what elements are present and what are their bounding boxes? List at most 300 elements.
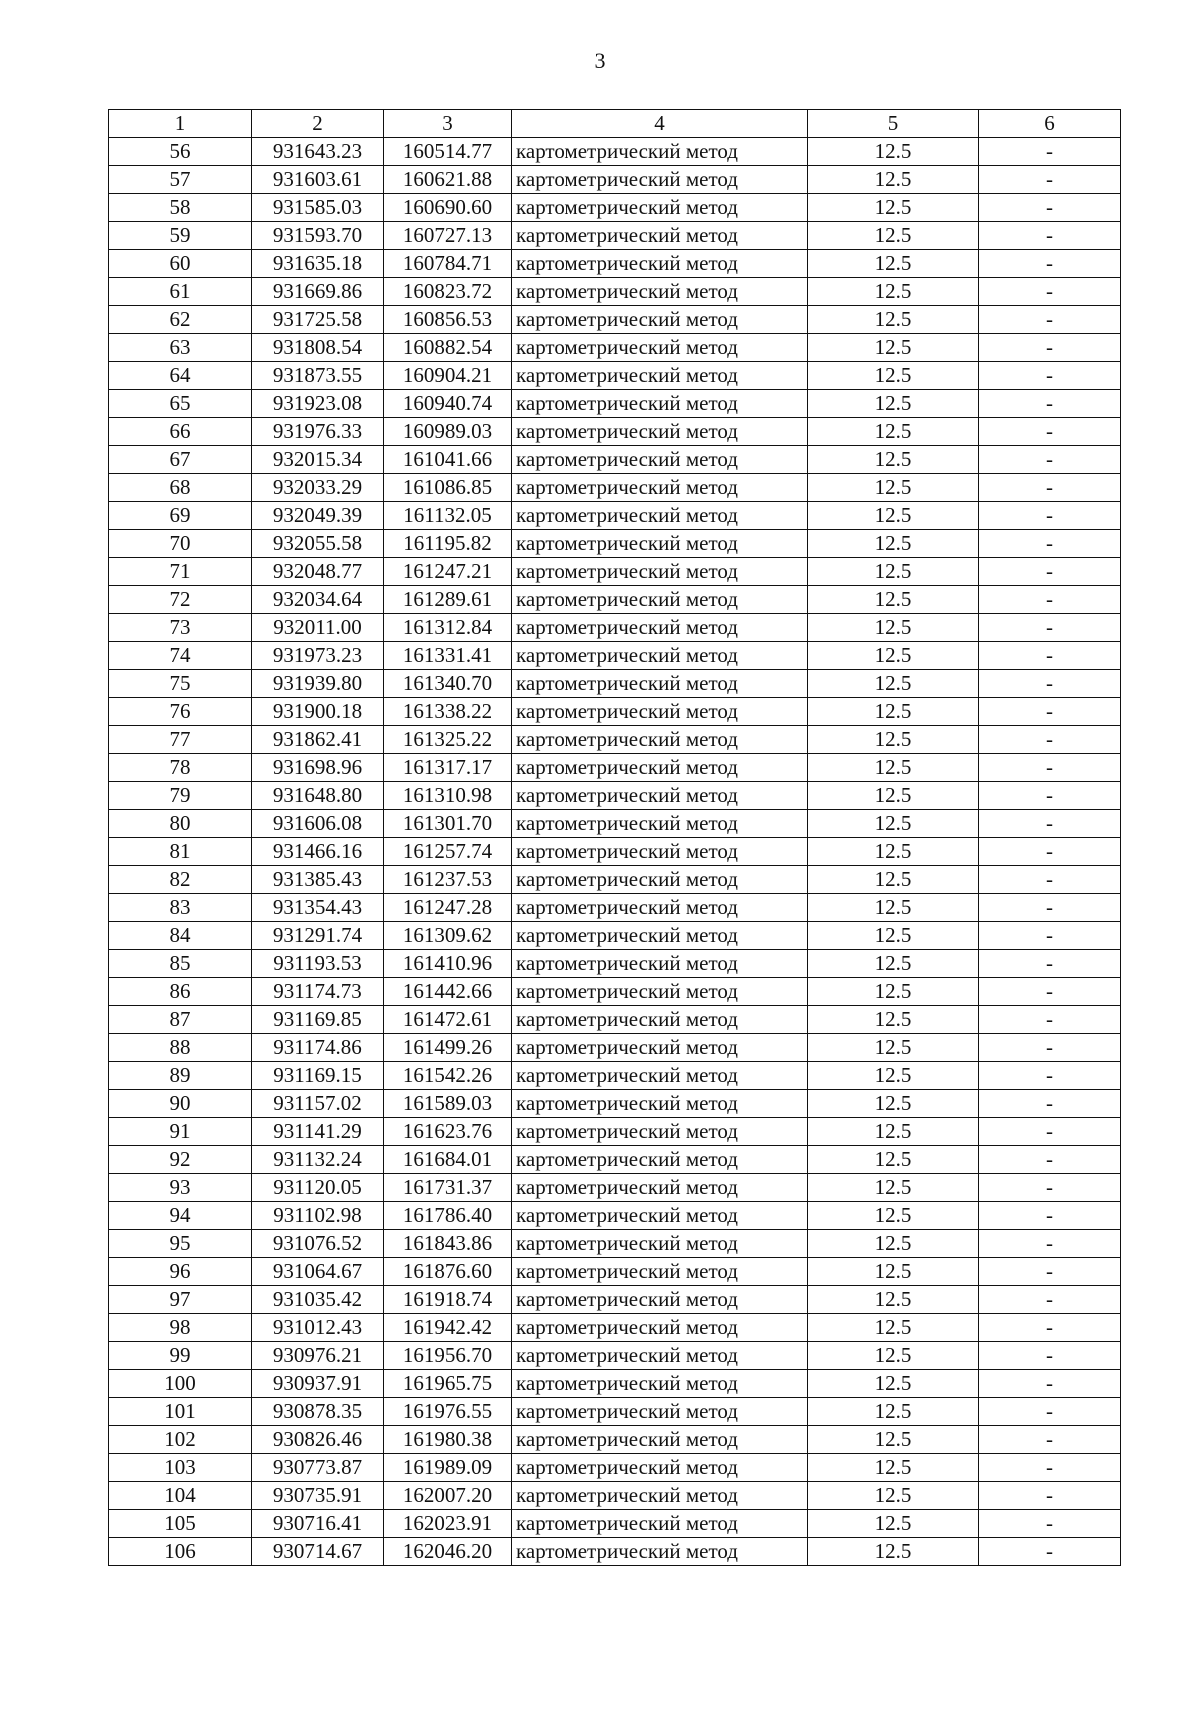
method-cell: картометрический метод [512,614,808,642]
x-coordinate-cell: 930716.41 [252,1510,384,1538]
method-cell: картометрический метод [512,1482,808,1510]
accuracy-cell: 12.5 [808,1538,979,1566]
x-coordinate-cell: 931174.86 [252,1034,384,1062]
x-coordinate-cell: 931385.43 [252,866,384,894]
table-row [109,334,1121,362]
accuracy-cell: 12.5 [808,530,979,558]
point-number-cell: 78 [109,754,252,782]
method-cell: картометрический метод [512,670,808,698]
y-coordinate-cell: 160904.21 [384,362,512,390]
note-cell: - [979,418,1121,446]
note-cell: - [979,1370,1121,1398]
table-row [109,978,1121,1006]
method-cell: картометрический метод [512,194,808,222]
table-row [109,894,1121,922]
table-row [109,642,1121,670]
y-coordinate-cell: 161041.66 [384,446,512,474]
point-number-cell: 95 [109,1230,252,1258]
accuracy-cell: 12.5 [808,1174,979,1202]
table-row [109,1090,1121,1118]
table-row [109,222,1121,250]
point-number-cell: 94 [109,1202,252,1230]
point-number-cell: 102 [109,1426,252,1454]
y-coordinate-cell: 161310.98 [384,782,512,810]
table-row [109,418,1121,446]
note-cell: - [979,1174,1121,1202]
method-cell: картометрический метод [512,390,808,418]
column-header: 2 [252,110,384,138]
y-coordinate-cell: 160514.77 [384,138,512,166]
accuracy-cell: 12.5 [808,250,979,278]
method-cell: картометрический метод [512,1174,808,1202]
accuracy-cell: 12.5 [808,390,979,418]
x-coordinate-cell: 932048.77 [252,558,384,586]
accuracy-cell: 12.5 [808,362,979,390]
accuracy-cell: 12.5 [808,1034,979,1062]
y-coordinate-cell: 161338.22 [384,698,512,726]
x-coordinate-cell: 931354.43 [252,894,384,922]
x-coordinate-cell: 930773.87 [252,1454,384,1482]
point-number-cell: 59 [109,222,252,250]
note-cell: - [979,894,1121,922]
note-cell: - [979,1538,1121,1566]
method-cell: картометрический метод [512,1034,808,1062]
method-cell: картометрический метод [512,1426,808,1454]
y-coordinate-cell: 161965.75 [384,1370,512,1398]
note-cell: - [979,1230,1121,1258]
table-row [109,1146,1121,1174]
table-row [109,530,1121,558]
y-coordinate-cell: 161301.70 [384,810,512,838]
x-coordinate-cell: 930937.91 [252,1370,384,1398]
table-row [109,698,1121,726]
table-row [109,810,1121,838]
y-coordinate-cell: 160784.71 [384,250,512,278]
note-cell: - [979,1314,1121,1342]
y-coordinate-cell: 162023.91 [384,1510,512,1538]
accuracy-cell: 12.5 [808,502,979,530]
accuracy-cell: 12.5 [808,474,979,502]
accuracy-cell: 12.5 [808,1482,979,1510]
point-number-cell: 56 [109,138,252,166]
table-row [109,194,1121,222]
point-number-cell: 90 [109,1090,252,1118]
x-coordinate-cell: 931076.52 [252,1230,384,1258]
method-cell: картометрический метод [512,474,808,502]
x-coordinate-cell: 932011.00 [252,614,384,642]
note-cell: - [979,278,1121,306]
y-coordinate-cell: 161247.28 [384,894,512,922]
table-row [109,1118,1121,1146]
x-coordinate-cell: 931585.03 [252,194,384,222]
method-cell: картометрический метод [512,1006,808,1034]
point-number-cell: 101 [109,1398,252,1426]
method-cell: картометрический метод [512,1454,808,1482]
note-cell: - [979,362,1121,390]
table-row [109,558,1121,586]
method-cell: картометрический метод [512,502,808,530]
method-cell: картометрический метод [512,838,808,866]
point-number-cell: 88 [109,1034,252,1062]
table-header [109,110,1121,138]
method-cell: картометрический метод [512,1370,808,1398]
accuracy-cell: 12.5 [808,782,979,810]
note-cell: - [979,698,1121,726]
y-coordinate-cell: 161499.26 [384,1034,512,1062]
y-coordinate-cell: 161317.17 [384,754,512,782]
point-number-cell: 72 [109,586,252,614]
point-number-cell: 71 [109,558,252,586]
accuracy-cell: 12.5 [808,1286,979,1314]
y-coordinate-cell: 161340.70 [384,670,512,698]
accuracy-cell: 12.5 [808,670,979,698]
x-coordinate-cell: 930878.35 [252,1398,384,1426]
table-row [109,446,1121,474]
accuracy-cell: 12.5 [808,866,979,894]
note-cell: - [979,250,1121,278]
point-number-cell: 83 [109,894,252,922]
method-cell: картометрический метод [512,418,808,446]
table-body [109,138,1121,1566]
point-number-cell: 100 [109,1370,252,1398]
note-cell: - [979,614,1121,642]
method-cell: картометрический метод [512,222,808,250]
point-number-cell: 96 [109,1258,252,1286]
x-coordinate-cell: 931862.41 [252,726,384,754]
point-number-cell: 98 [109,1314,252,1342]
method-cell: картометрический метод [512,782,808,810]
accuracy-cell: 12.5 [808,894,979,922]
method-cell: картометрический метод [512,978,808,1006]
method-cell: картометрический метод [512,698,808,726]
note-cell: - [979,390,1121,418]
method-cell: картометрический метод [512,586,808,614]
point-number-cell: 91 [109,1118,252,1146]
y-coordinate-cell: 161976.55 [384,1398,512,1426]
table-row [109,138,1121,166]
point-number-cell: 81 [109,838,252,866]
note-cell: - [979,754,1121,782]
x-coordinate-cell: 930826.46 [252,1426,384,1454]
coordinates-table [108,109,1121,1566]
method-cell: картометрический метод [512,950,808,978]
point-number-cell: 84 [109,922,252,950]
method-cell: картометрический метод [512,166,808,194]
table-row [109,614,1121,642]
method-cell: картометрический метод [512,1538,808,1566]
y-coordinate-cell: 160940.74 [384,390,512,418]
point-number-cell: 63 [109,334,252,362]
x-coordinate-cell: 930976.21 [252,1342,384,1370]
point-number-cell: 87 [109,1006,252,1034]
accuracy-cell: 12.5 [808,1510,979,1538]
method-cell: картометрический метод [512,530,808,558]
note-cell: - [979,502,1121,530]
accuracy-cell: 12.5 [808,1146,979,1174]
accuracy-cell: 12.5 [808,1454,979,1482]
accuracy-cell: 12.5 [808,1230,979,1258]
point-number-cell: 75 [109,670,252,698]
accuracy-cell: 12.5 [808,698,979,726]
note-cell: - [979,1062,1121,1090]
accuracy-cell: 12.5 [808,1398,979,1426]
accuracy-cell: 12.5 [808,1090,979,1118]
x-coordinate-cell: 931174.73 [252,978,384,1006]
y-coordinate-cell: 161684.01 [384,1146,512,1174]
y-coordinate-cell: 161410.96 [384,950,512,978]
method-cell: картометрический метод [512,138,808,166]
method-cell: картометрический метод [512,558,808,586]
method-cell: картометрический метод [512,250,808,278]
method-cell: картометрический метод [512,334,808,362]
point-number-cell: 77 [109,726,252,754]
point-number-cell: 93 [109,1174,252,1202]
x-coordinate-cell: 931064.67 [252,1258,384,1286]
table-row [109,782,1121,810]
point-number-cell: 105 [109,1510,252,1538]
method-cell: картометрический метод [512,642,808,670]
page-number: 3 [594,48,606,73]
note-cell: - [979,1342,1121,1370]
method-cell: картометрический метод [512,726,808,754]
accuracy-cell: 12.5 [808,1370,979,1398]
y-coordinate-cell: 161247.21 [384,558,512,586]
table-row [109,866,1121,894]
note-cell: - [979,1426,1121,1454]
table-row [109,670,1121,698]
table-row [109,390,1121,418]
note-cell: - [979,922,1121,950]
method-cell: картометрический метод [512,446,808,474]
note-cell: - [979,670,1121,698]
point-number-cell: 80 [109,810,252,838]
note-cell: - [979,306,1121,334]
y-coordinate-cell: 161589.03 [384,1090,512,1118]
x-coordinate-cell: 931193.53 [252,950,384,978]
method-cell: картометрический метод [512,1202,808,1230]
point-number-cell: 74 [109,642,252,670]
accuracy-cell: 12.5 [808,1342,979,1370]
y-coordinate-cell: 161980.38 [384,1426,512,1454]
table-row [109,502,1121,530]
table-row [109,726,1121,754]
note-cell: - [979,1146,1121,1174]
accuracy-cell: 12.5 [808,334,979,362]
y-coordinate-cell: 161843.86 [384,1230,512,1258]
x-coordinate-cell: 931606.08 [252,810,384,838]
y-coordinate-cell: 160823.72 [384,278,512,306]
point-number-cell: 99 [109,1342,252,1370]
accuracy-cell: 12.5 [808,1006,979,1034]
note-cell: - [979,810,1121,838]
x-coordinate-cell: 931102.98 [252,1202,384,1230]
note-cell: - [979,1118,1121,1146]
x-coordinate-cell: 931923.08 [252,390,384,418]
x-coordinate-cell: 931603.61 [252,166,384,194]
y-coordinate-cell: 161918.74 [384,1286,512,1314]
x-coordinate-cell: 931132.24 [252,1146,384,1174]
x-coordinate-cell: 931120.05 [252,1174,384,1202]
y-coordinate-cell: 161195.82 [384,530,512,558]
method-cell: картометрический метод [512,1398,808,1426]
x-coordinate-cell: 932055.58 [252,530,384,558]
table-row [109,1482,1121,1510]
accuracy-cell: 12.5 [808,1202,979,1230]
point-number-cell: 57 [109,166,252,194]
x-coordinate-cell: 931035.42 [252,1286,384,1314]
x-coordinate-cell: 931976.33 [252,418,384,446]
x-coordinate-cell: 931698.96 [252,754,384,782]
y-coordinate-cell: 161472.61 [384,1006,512,1034]
x-coordinate-cell: 931593.70 [252,222,384,250]
method-cell: картометрический метод [512,922,808,950]
y-coordinate-cell: 161257.74 [384,838,512,866]
note-cell: - [979,586,1121,614]
method-cell: картометрический метод [512,1258,808,1286]
point-number-cell: 62 [109,306,252,334]
method-cell: картометрический метод [512,278,808,306]
note-cell: - [979,474,1121,502]
point-number-cell: 106 [109,1538,252,1566]
x-coordinate-cell: 931725.58 [252,306,384,334]
point-number-cell: 92 [109,1146,252,1174]
x-coordinate-cell: 931157.02 [252,1090,384,1118]
y-coordinate-cell: 160882.54 [384,334,512,362]
x-coordinate-cell: 931873.55 [252,362,384,390]
table-row [109,1006,1121,1034]
column-header: 3 [384,110,512,138]
header-row [109,110,1121,138]
y-coordinate-cell: 161086.85 [384,474,512,502]
x-coordinate-cell: 931648.80 [252,782,384,810]
point-number-cell: 103 [109,1454,252,1482]
y-coordinate-cell: 162007.20 [384,1482,512,1510]
x-coordinate-cell: 930714.67 [252,1538,384,1566]
x-coordinate-cell: 932033.29 [252,474,384,502]
column-header: 1 [109,110,252,138]
note-cell: - [979,642,1121,670]
table-row [109,362,1121,390]
point-number-cell: 79 [109,782,252,810]
note-cell: - [979,1482,1121,1510]
point-number-cell: 97 [109,1286,252,1314]
table-row [109,1258,1121,1286]
x-coordinate-cell: 931012.43 [252,1314,384,1342]
y-coordinate-cell: 161542.26 [384,1062,512,1090]
y-coordinate-cell: 161731.37 [384,1174,512,1202]
table-row [109,1538,1121,1566]
note-cell: - [979,950,1121,978]
accuracy-cell: 12.5 [808,726,979,754]
table-row [109,474,1121,502]
column-header: 4 [512,110,808,138]
table-row [109,950,1121,978]
y-coordinate-cell: 160856.53 [384,306,512,334]
y-coordinate-cell: 162046.20 [384,1538,512,1566]
accuracy-cell: 12.5 [808,222,979,250]
note-cell: - [979,1006,1121,1034]
table-row [109,838,1121,866]
point-number-cell: 73 [109,614,252,642]
table-row [109,1454,1121,1482]
point-number-cell: 86 [109,978,252,1006]
table-row [109,586,1121,614]
accuracy-cell: 12.5 [808,138,979,166]
method-cell: картометрический метод [512,1118,808,1146]
method-cell: картометрический метод [512,754,808,782]
point-number-cell: 104 [109,1482,252,1510]
point-number-cell: 89 [109,1062,252,1090]
x-coordinate-cell: 931169.15 [252,1062,384,1090]
point-number-cell: 85 [109,950,252,978]
method-cell: картометрический метод [512,362,808,390]
method-cell: картометрический метод [512,1146,808,1174]
y-coordinate-cell: 161132.05 [384,502,512,530]
y-coordinate-cell: 161876.60 [384,1258,512,1286]
note-cell: - [979,726,1121,754]
accuracy-cell: 12.5 [808,642,979,670]
accuracy-cell: 12.5 [808,1426,979,1454]
note-cell: - [979,194,1121,222]
note-cell: - [979,1258,1121,1286]
table-row [109,1286,1121,1314]
accuracy-cell: 12.5 [808,838,979,866]
x-coordinate-cell: 932015.34 [252,446,384,474]
column-header: 6 [979,110,1121,138]
x-coordinate-cell: 931900.18 [252,698,384,726]
method-cell: картометрический метод [512,306,808,334]
table-row [109,250,1121,278]
note-cell: - [979,222,1121,250]
note-cell: - [979,978,1121,1006]
point-number-cell: 64 [109,362,252,390]
accuracy-cell: 12.5 [808,614,979,642]
point-number-cell: 66 [109,418,252,446]
table-row [109,754,1121,782]
table-row [109,306,1121,334]
accuracy-cell: 12.5 [808,754,979,782]
accuracy-cell: 12.5 [808,306,979,334]
note-cell: - [979,446,1121,474]
note-cell: - [979,1286,1121,1314]
method-cell: картометрический метод [512,1342,808,1370]
y-coordinate-cell: 161325.22 [384,726,512,754]
method-cell: картометрический метод [512,1090,808,1118]
method-cell: картометрический метод [512,866,808,894]
table-row [109,1174,1121,1202]
note-cell: - [979,866,1121,894]
column-header: 5 [808,110,979,138]
accuracy-cell: 12.5 [808,978,979,1006]
note-cell: - [979,1034,1121,1062]
note-cell: - [979,1454,1121,1482]
table-row [109,1426,1121,1454]
y-coordinate-cell: 161623.76 [384,1118,512,1146]
accuracy-cell: 12.5 [808,586,979,614]
y-coordinate-cell: 160621.88 [384,166,512,194]
point-number-cell: 68 [109,474,252,502]
table-row [109,1062,1121,1090]
method-cell: картометрический метод [512,1286,808,1314]
point-number-cell: 60 [109,250,252,278]
accuracy-cell: 12.5 [808,418,979,446]
note-cell: - [979,166,1121,194]
table-row [109,1202,1121,1230]
accuracy-cell: 12.5 [808,558,979,586]
accuracy-cell: 12.5 [808,1118,979,1146]
x-coordinate-cell: 931808.54 [252,334,384,362]
point-number-cell: 76 [109,698,252,726]
